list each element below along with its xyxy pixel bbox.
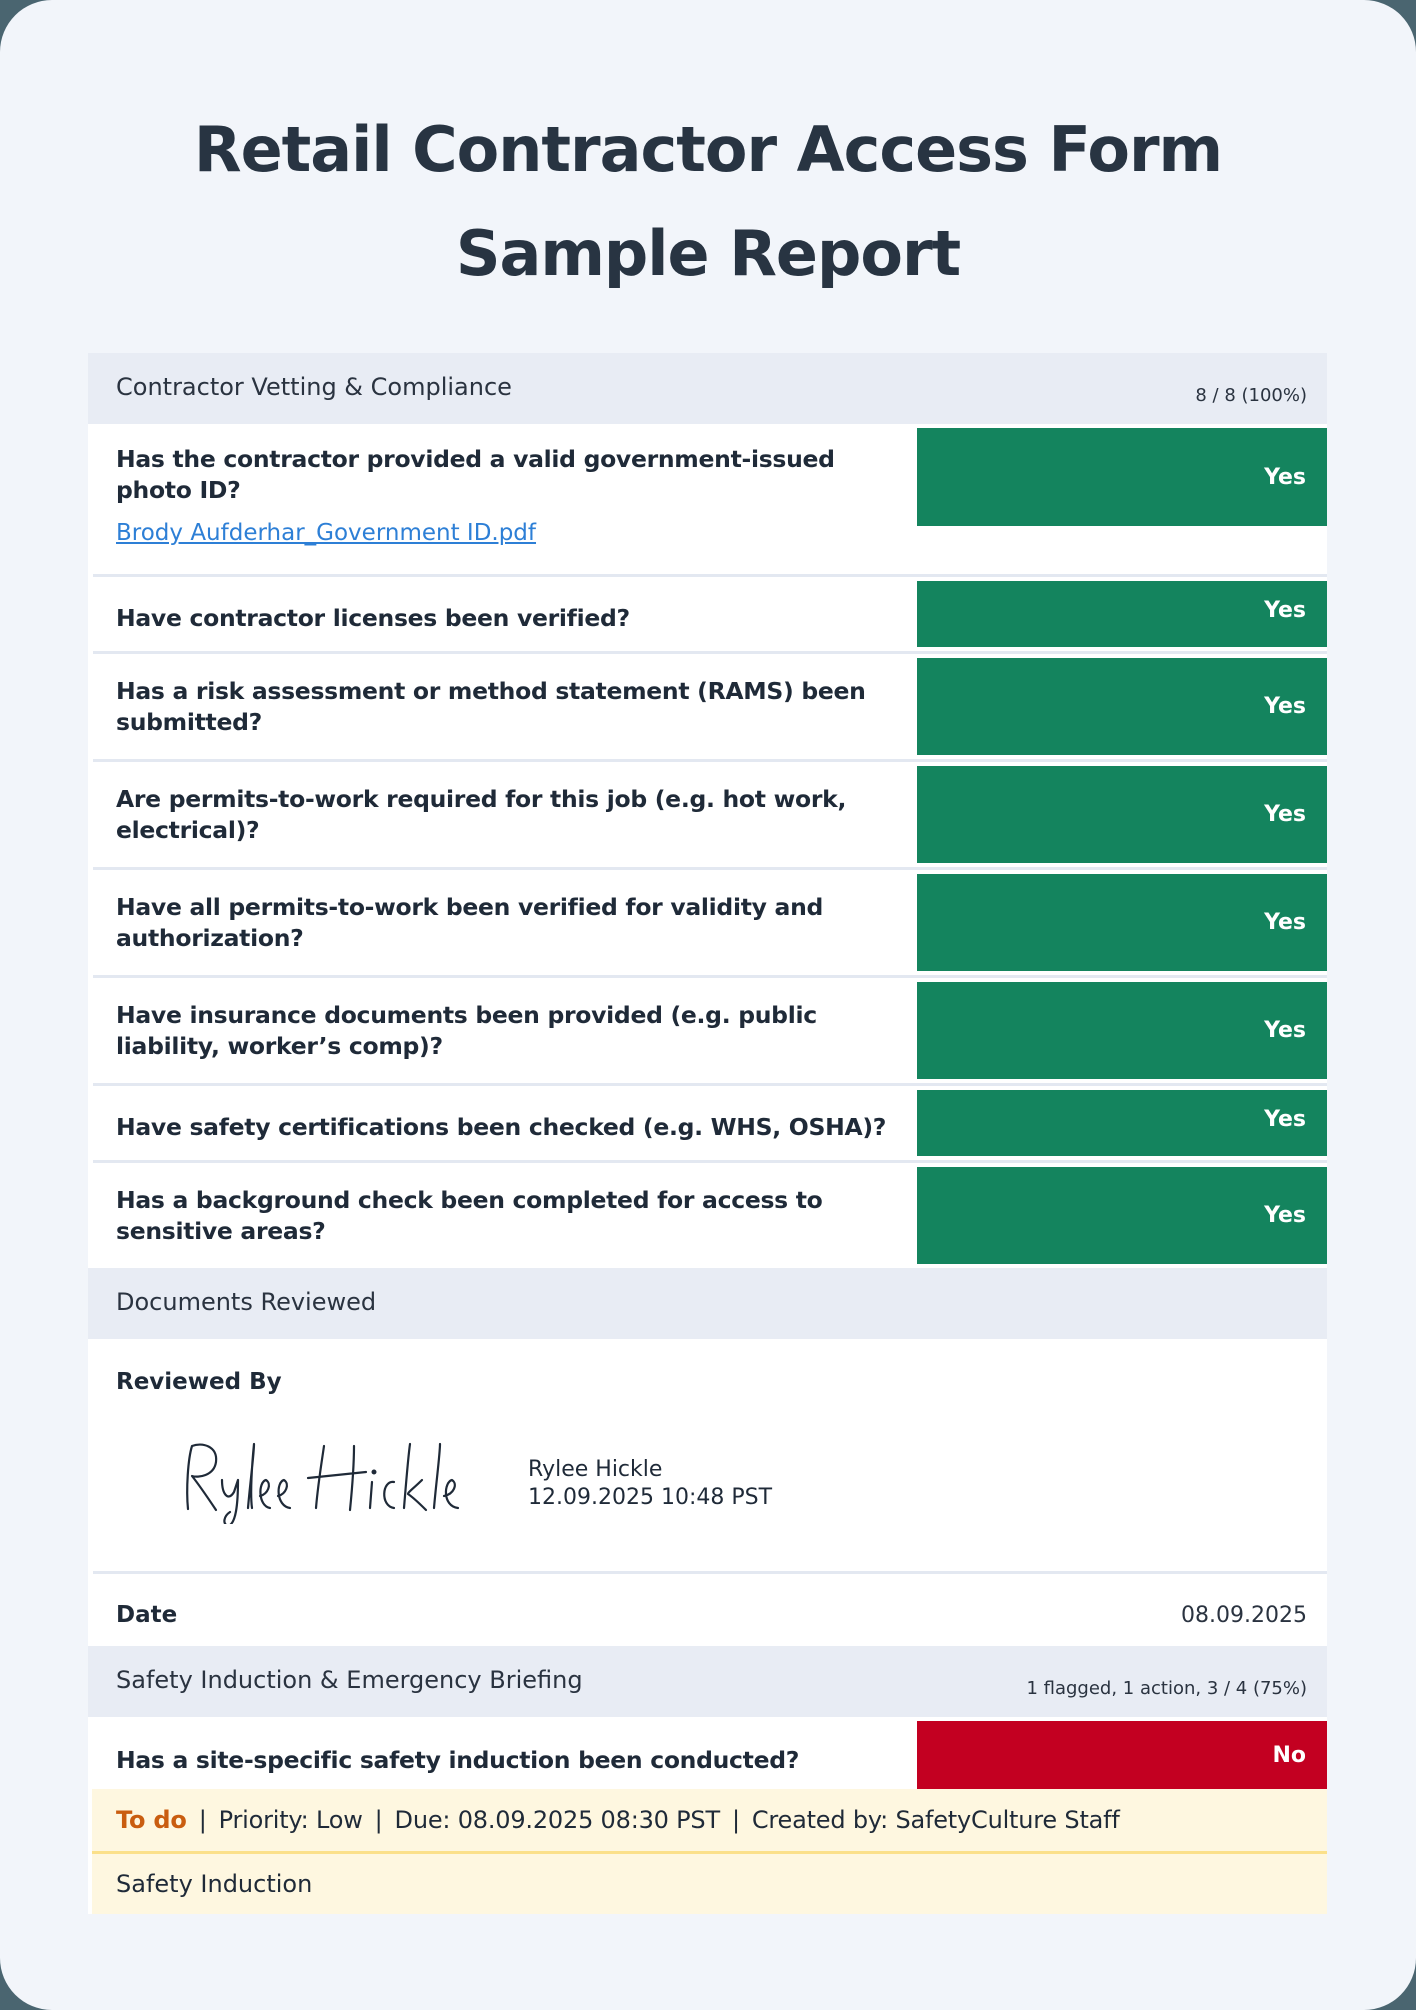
answer-label: Yes <box>1264 910 1306 935</box>
action-item[interactable] <box>92 1789 1327 1914</box>
separator: | <box>374 1806 383 1834</box>
signature-image <box>178 1434 478 1524</box>
question-text: Are permits-to-work required for this job (e.g. hot work, electrical)? <box>116 784 847 844</box>
question-text: Has a risk assessment or method statement (RAMS) been submitted? <box>116 676 866 736</box>
question-text: Has the contractor provided a valid government-issued photo ID? <box>116 445 835 504</box>
answer-badge-yes <box>917 874 1327 971</box>
action-status: To do <box>116 1806 187 1834</box>
action-created-by: Created by: SafetyCulture Staff <box>751 1806 1120 1834</box>
action-title: Safety Induction <box>116 1870 313 1898</box>
question-row <box>93 424 1327 577</box>
section-score: 1 flagged, 1 action, 3 / 4 (75%) <box>1026 1678 1307 1699</box>
signature-block <box>93 1339 1327 1574</box>
action-meta <box>92 1789 1327 1854</box>
question-row <box>93 1717 1327 1789</box>
answer-badge-yes <box>917 428 1327 526</box>
answer-label: Yes <box>1264 1203 1306 1228</box>
question-row <box>93 1163 1327 1268</box>
signature-label: Reviewed By <box>116 1369 282 1395</box>
answer-label: Yes <box>1264 1018 1306 1043</box>
question-text: Has a site-specific safety induction been conducted? <box>116 1745 800 1774</box>
signer-name: Rylee Hickle <box>528 1457 663 1482</box>
answer-badge-no <box>917 1721 1327 1789</box>
question-row <box>93 654 1327 762</box>
question-row <box>93 762 1327 870</box>
date-value: 08.09.2025 <box>1181 1602 1307 1628</box>
question-text: Has a background check been completed for access to sensitive areas? <box>116 1185 823 1245</box>
answer-label: Yes <box>1264 464 1306 490</box>
signature-meta <box>528 1456 772 1512</box>
answer-badge-yes <box>917 658 1327 755</box>
separator: | <box>198 1806 207 1834</box>
action-priority: Priority: Low <box>218 1806 363 1834</box>
section-header-documents-reviewed <box>88 1268 1327 1339</box>
page-title-line-1: Retail Contractor Access Form <box>193 113 1223 186</box>
answer-label: Yes <box>1264 597 1306 623</box>
question-text: Have all permits-to-work been verified for validity and authorization? <box>116 892 824 952</box>
report-body <box>88 353 1327 1914</box>
answer-badge-yes <box>917 1167 1327 1264</box>
section-title: Contractor Vetting & Compliance <box>116 372 512 401</box>
date-row <box>93 1574 1327 1646</box>
section-title: Safety Induction & Emergency Briefing <box>116 1665 583 1694</box>
question-row <box>93 978 1327 1086</box>
signature-timestamp: 12.09.2025 10:48 PST <box>528 1485 773 1510</box>
answer-label: Yes <box>1264 802 1306 827</box>
question-text: Have safety certifications been checked (e.g. WHS, OSHA)? <box>116 1112 887 1141</box>
section-header-safety-induction <box>88 1646 1327 1717</box>
page-title-line-2: Sample Report <box>455 217 961 290</box>
answer-label: Yes <box>1264 694 1306 719</box>
date-label: Date <box>116 1602 178 1628</box>
question-row <box>93 1086 1327 1163</box>
answer-badge-yes <box>917 766 1327 863</box>
question-row <box>93 577 1327 654</box>
separator: | <box>731 1806 740 1834</box>
answer-badge-yes <box>917 982 1327 1079</box>
question-text: Have insurance documents been provided (e.g. public liability, worker’s comp)? <box>116 1000 817 1060</box>
question-row <box>93 870 1327 978</box>
question-text: Have contractor licenses been verified? <box>116 603 630 632</box>
attachment-link[interactable]: Brody Aufderhar_Government ID.pdf <box>116 520 537 546</box>
answer-label: No <box>1272 1742 1306 1768</box>
answer-badge-yes <box>917 1090 1327 1156</box>
section-score: 8 / 8 (100%) <box>1195 385 1307 406</box>
page-title <box>0 98 1416 306</box>
answer-badge-yes <box>917 581 1327 647</box>
section-header-contractor-vetting <box>88 353 1327 424</box>
answer-label: Yes <box>1264 1106 1306 1132</box>
section-title: Documents Reviewed <box>116 1287 377 1316</box>
action-due: Due: 08.09.2025 08:30 PST <box>394 1806 720 1834</box>
